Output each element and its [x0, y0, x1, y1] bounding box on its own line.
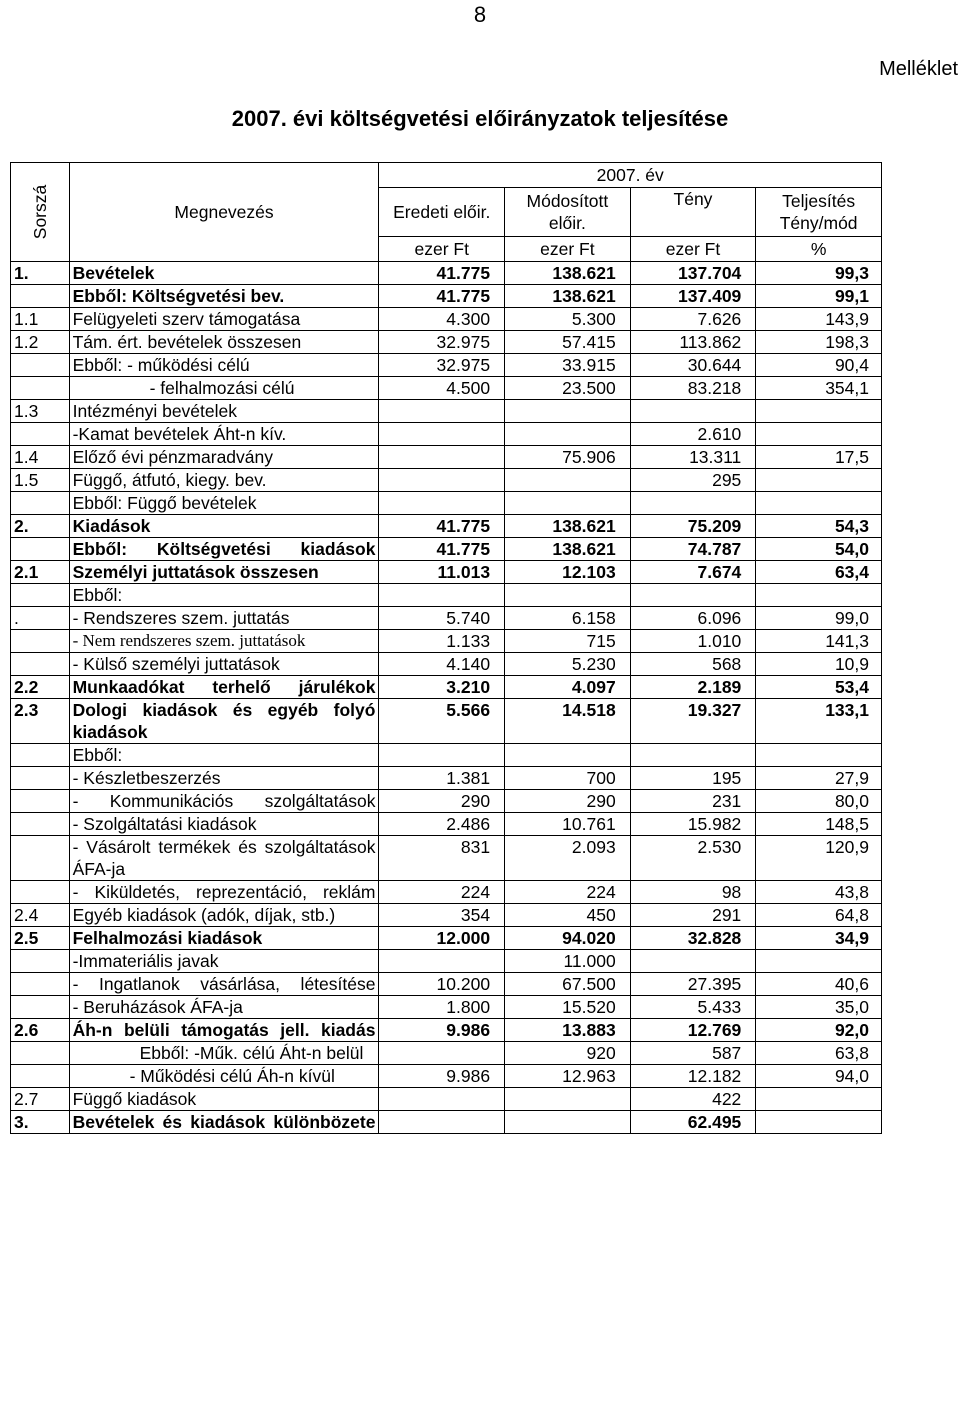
table-row: [11, 904, 882, 927]
row-name-cell: Bevételek: [69, 262, 379, 285]
row-modositott-cell: 224: [505, 881, 631, 904]
row-modositott-cell: 12.963: [505, 1065, 631, 1088]
row-eredeti-cell: 32.975: [379, 354, 505, 377]
table-row: [11, 1111, 882, 1134]
row-teljesites-cell: [756, 1088, 882, 1111]
row-name-cell: -Immateriális javak: [69, 950, 379, 973]
row-teny-cell: 27.395: [630, 973, 756, 996]
row-name-cell: Függő, átfutó, kiegy. bev.: [69, 469, 379, 492]
row-modositott-cell: 2.093: [505, 836, 631, 881]
row-number-cell: 1.1: [11, 308, 70, 331]
row-name-cell: Egyéb kiadások (adók, díjak, stb.): [69, 904, 379, 927]
header-row-year: [11, 163, 882, 188]
row-eredeti-cell: 1.381: [379, 767, 505, 790]
row-eredeti-cell: [379, 744, 505, 767]
row-modositott-cell: [505, 744, 631, 767]
row-number-cell: [11, 630, 70, 653]
row-eredeti-cell: 831: [379, 836, 505, 881]
table-row: [11, 744, 882, 767]
row-eredeti-cell: [379, 492, 505, 515]
row-teljesites-cell: 94,0: [756, 1065, 882, 1088]
row-teny-cell: 7.626: [630, 308, 756, 331]
row-number-cell: [11, 653, 70, 676]
row-teljesites-cell: 148,5: [756, 813, 882, 836]
row-modositott-cell: 715: [505, 630, 631, 653]
row-teljesites-cell: 198,3: [756, 331, 882, 354]
table-row: [11, 1042, 882, 1065]
row-teny-cell: 291: [630, 904, 756, 927]
row-name-cell: Ebből: - működési célú: [69, 354, 379, 377]
table-row: [11, 1065, 882, 1088]
row-modositott-cell: [505, 423, 631, 446]
table-row: [11, 354, 882, 377]
row-teny-cell: [630, 950, 756, 973]
row-eredeti-cell: 41.775: [379, 285, 505, 308]
row-teny-cell: 5.433: [630, 996, 756, 1019]
row-name-cell: Ebből:: [69, 744, 379, 767]
row-name-cell: Ebből: Költségvetési kiadások: [69, 538, 379, 561]
row-number-cell: [11, 767, 70, 790]
row-number-cell: 1.3: [11, 400, 70, 423]
row-teny-cell: [630, 400, 756, 423]
row-modositott-cell: [505, 400, 631, 423]
header-unit-pct: %: [756, 236, 882, 261]
row-eredeti-cell: 1.800: [379, 996, 505, 1019]
row-number-cell: [11, 881, 70, 904]
row-modositott-cell: 94.020: [505, 927, 631, 950]
row-name-cell: - felhalmozási célú: [69, 377, 379, 400]
row-eredeti-cell: [379, 584, 505, 607]
row-teljesites-cell: 54,0: [756, 538, 882, 561]
row-teljesites-cell: 63,4: [756, 561, 882, 584]
table-row: [11, 927, 882, 950]
row-modositott-cell: 10.761: [505, 813, 631, 836]
row-number-cell: [11, 973, 70, 996]
row-number-cell: 2.: [11, 515, 70, 538]
row-teny-cell: 195: [630, 767, 756, 790]
row-eredeti-cell: [379, 1088, 505, 1111]
row-teljesites-cell: 17,5: [756, 446, 882, 469]
table-row: [11, 767, 882, 790]
table-row: [11, 836, 882, 881]
row-name-cell: Ebből:: [69, 584, 379, 607]
row-teny-cell: 422: [630, 1088, 756, 1111]
table-row: [11, 996, 882, 1019]
row-teny-cell: [630, 492, 756, 515]
row-teny-cell: 15.982: [630, 813, 756, 836]
row-eredeti-cell: 5.740: [379, 607, 505, 630]
table-row: [11, 630, 882, 653]
row-teljesites-cell: [756, 492, 882, 515]
row-eredeti-cell: 32.975: [379, 331, 505, 354]
row-teny-cell: 83.218: [630, 377, 756, 400]
row-eredeti-cell: 4.300: [379, 308, 505, 331]
header-teljesites: Teljesítés Tény/mód: [756, 188, 882, 237]
row-teny-cell: 74.787: [630, 538, 756, 561]
header-unit-modositott: ezer Ft: [505, 236, 631, 261]
row-eredeti-cell: 224: [379, 881, 505, 904]
row-modositott-cell: [505, 492, 631, 515]
table-row: [11, 973, 882, 996]
row-number-cell: .: [11, 607, 70, 630]
row-name-cell: - Működési célú Áh-n kívül: [69, 1065, 379, 1088]
document-title: 2007. évi költségvetési előirányzatok teljesítése: [231, 106, 729, 131]
row-eredeti-cell: 1.133: [379, 630, 505, 653]
row-eredeti-cell: [379, 1042, 505, 1065]
table-row: [11, 950, 882, 973]
row-teny-cell: 62.495: [630, 1111, 756, 1134]
budget-table: [10, 162, 882, 1134]
row-modositott-cell: 700: [505, 767, 631, 790]
row-teljesites-cell: 120,9: [756, 836, 882, 881]
row-modositott-cell: 138.621: [505, 538, 631, 561]
row-teljesites-cell: 133,1: [756, 699, 882, 744]
row-teljesites-cell: [756, 469, 882, 492]
row-teny-cell: 137.409: [630, 285, 756, 308]
row-teljesites-cell: 141,3: [756, 630, 882, 653]
table-row: [11, 881, 882, 904]
row-teljesites-cell: [756, 400, 882, 423]
row-name-cell: - Nem rendszeres szem. juttatások: [69, 630, 379, 653]
table-row: [11, 607, 882, 630]
row-teljesites-cell: [756, 744, 882, 767]
row-name-cell: Személyi juttatások összesen: [69, 561, 379, 584]
row-name-cell: - Rendszeres szem. juttatás: [69, 607, 379, 630]
row-number-cell: [11, 790, 70, 813]
row-teny-cell: 98: [630, 881, 756, 904]
header-unit-teny: ezer Ft: [630, 236, 756, 261]
row-name-cell: - Vásárolt termékek és szolgáltatások ÁFA-ja: [69, 836, 379, 881]
table-row: [11, 400, 882, 423]
row-number-cell: [11, 950, 70, 973]
row-modositott-cell: 138.621: [505, 262, 631, 285]
row-name-cell: Áh-n belüli támogatás jell. kiadás: [69, 1019, 379, 1042]
row-name-cell: - Beruházások ÁFA-ja: [69, 996, 379, 1019]
row-name-cell: Ebből: Függő bevételek: [69, 492, 379, 515]
row-teny-cell: 30.644: [630, 354, 756, 377]
row-eredeti-cell: 4.140: [379, 653, 505, 676]
row-teny-cell: 32.828: [630, 927, 756, 950]
row-teljesites-cell: 64,8: [756, 904, 882, 927]
row-teljesites-cell: 80,0: [756, 790, 882, 813]
row-modositott-cell: 5.230: [505, 653, 631, 676]
row-number-cell: 2.2: [11, 676, 70, 699]
table-row: [11, 515, 882, 538]
row-number-cell: [11, 996, 70, 1019]
row-teljesites-cell: 10,9: [756, 653, 882, 676]
row-teny-cell: 1.010: [630, 630, 756, 653]
row-name-cell: Munkaadókat terhelő járulékok: [69, 676, 379, 699]
table-row: [11, 285, 882, 308]
row-number-cell: 1.5: [11, 469, 70, 492]
row-number-cell: 2.7: [11, 1088, 70, 1111]
row-teny-cell: 231: [630, 790, 756, 813]
row-eredeti-cell: 41.775: [379, 538, 505, 561]
row-teljesites-cell: 54,3: [756, 515, 882, 538]
table-row: [11, 423, 882, 446]
row-number-cell: [11, 1042, 70, 1065]
row-number-cell: [11, 836, 70, 881]
row-name-cell: Tám. ért. bevételek összesen: [69, 331, 379, 354]
table-row: [11, 308, 882, 331]
table-row: [11, 492, 882, 515]
table-row: [11, 561, 882, 584]
row-name-cell: Bevételek és kiadások különbözete: [69, 1111, 379, 1134]
row-number-cell: [11, 584, 70, 607]
row-teny-cell: 2.530: [630, 836, 756, 881]
row-teny-cell: 2.610: [630, 423, 756, 446]
row-name-cell: - Készletbeszerzés: [69, 767, 379, 790]
row-name-cell: Kiadások: [69, 515, 379, 538]
row-eredeti-cell: [379, 423, 505, 446]
row-teljesites-cell: 99,0: [756, 607, 882, 630]
row-eredeti-cell: [379, 400, 505, 423]
row-teny-cell: 137.704: [630, 262, 756, 285]
row-number-cell: 1.2: [11, 331, 70, 354]
row-modositott-cell: 4.097: [505, 676, 631, 699]
row-number-cell: [11, 744, 70, 767]
row-teny-cell: [630, 584, 756, 607]
row-modositott-cell: 15.520: [505, 996, 631, 1019]
row-teljesites-cell: 143,9: [756, 308, 882, 331]
row-teljesites-cell: 35,0: [756, 996, 882, 1019]
row-eredeti-cell: 11.013: [379, 561, 505, 584]
row-teny-cell: 13.311: [630, 446, 756, 469]
table-row: [11, 262, 882, 285]
row-number-cell: [11, 423, 70, 446]
row-teny-cell: 12.182: [630, 1065, 756, 1088]
row-number-cell: 2.6: [11, 1019, 70, 1042]
row-number-cell: [11, 377, 70, 400]
row-modositott-cell: 138.621: [505, 515, 631, 538]
row-modositott-cell: 450: [505, 904, 631, 927]
row-modositott-cell: [505, 469, 631, 492]
row-modositott-cell: 23.500: [505, 377, 631, 400]
row-modositott-cell: 5.300: [505, 308, 631, 331]
row-teny-cell: 6.096: [630, 607, 756, 630]
row-modositott-cell: [505, 1088, 631, 1111]
row-modositott-cell: 138.621: [505, 285, 631, 308]
row-number-cell: 2.3: [11, 699, 70, 744]
row-eredeti-cell: [379, 446, 505, 469]
row-teny-cell: 113.862: [630, 331, 756, 354]
row-teny-cell: 568: [630, 653, 756, 676]
row-teljesites-cell: 99,3: [756, 262, 882, 285]
row-number-cell: 2.1: [11, 561, 70, 584]
row-modositott-cell: 13.883: [505, 1019, 631, 1042]
row-name-cell: - Kommunikációs szolgáltatások: [69, 790, 379, 813]
table-row: [11, 1019, 882, 1042]
row-number-cell: [11, 538, 70, 561]
row-name-cell: Ebből: -Műk. célú Áht-n belül: [69, 1042, 379, 1065]
row-modositott-cell: 920: [505, 1042, 631, 1065]
row-modositott-cell: [505, 584, 631, 607]
row-teljesites-cell: 354,1: [756, 377, 882, 400]
header-year: 2007. év: [379, 163, 882, 188]
row-teljesites-cell: 34,9: [756, 927, 882, 950]
row-number-cell: [11, 354, 70, 377]
row-number-cell: 1.4: [11, 446, 70, 469]
row-teljesites-cell: 90,4: [756, 354, 882, 377]
table-row: [11, 584, 882, 607]
row-name-cell: - Ingatlanok vásárlása, létesítése: [69, 973, 379, 996]
header-eredeti: Eredeti előir.: [379, 188, 505, 237]
row-modositott-cell: [505, 1111, 631, 1134]
row-teljesites-cell: [756, 423, 882, 446]
row-modositott-cell: 12.103: [505, 561, 631, 584]
header-sorszam: Sorszá: [29, 184, 50, 240]
row-eredeti-cell: 9.986: [379, 1019, 505, 1042]
row-teny-cell: 12.769: [630, 1019, 756, 1042]
row-teny-cell: 7.674: [630, 561, 756, 584]
header-teny: Tény: [630, 188, 756, 237]
row-eredeti-cell: 41.775: [379, 515, 505, 538]
row-number-cell: [11, 813, 70, 836]
header-sorszam-cell: [11, 163, 70, 262]
table-row: [11, 331, 882, 354]
table-row: [11, 699, 882, 744]
row-eredeti-cell: 3.210: [379, 676, 505, 699]
table-row: [11, 377, 882, 400]
row-eredeti-cell: [379, 950, 505, 973]
annex-label: Melléklet: [879, 58, 958, 80]
row-teljesites-cell: [756, 1111, 882, 1134]
row-eredeti-cell: 12.000: [379, 927, 505, 950]
row-modositott-cell: 57.415: [505, 331, 631, 354]
row-number-cell: 3.: [11, 1111, 70, 1134]
row-modositott-cell: 67.500: [505, 973, 631, 996]
row-eredeti-cell: 290: [379, 790, 505, 813]
table-row: [11, 1088, 882, 1111]
row-eredeti-cell: 10.200: [379, 973, 505, 996]
row-teny-cell: 295: [630, 469, 756, 492]
row-teljesites-cell: [756, 584, 882, 607]
row-teljesites-cell: 63,8: [756, 1042, 882, 1065]
row-eredeti-cell: 4.500: [379, 377, 505, 400]
row-eredeti-cell: 9.986: [379, 1065, 505, 1088]
row-eredeti-cell: [379, 1111, 505, 1134]
row-number-cell: [11, 1065, 70, 1088]
row-teny-cell: 2.189: [630, 676, 756, 699]
row-teljesites-cell: 40,6: [756, 973, 882, 996]
row-modositott-cell: 290: [505, 790, 631, 813]
table-row: [11, 653, 882, 676]
row-number-cell: [11, 492, 70, 515]
row-name-cell: -Kamat bevételek Áht-n kív.: [69, 423, 379, 446]
row-name-cell: Intézményi bevételek: [69, 400, 379, 423]
row-number-cell: 2.4: [11, 904, 70, 927]
row-name-cell: Ebből: Költségvetési bev.: [69, 285, 379, 308]
row-name-cell: Felügyeleti szerv támogatása: [69, 308, 379, 331]
row-teljesites-cell: 27,9: [756, 767, 882, 790]
table-row: [11, 446, 882, 469]
row-modositott-cell: 11.000: [505, 950, 631, 973]
header-modositott: Módosított előir.: [505, 188, 631, 237]
row-teljesites-cell: [756, 950, 882, 973]
row-number-cell: 2.5: [11, 927, 70, 950]
row-eredeti-cell: [379, 469, 505, 492]
row-modositott-cell: 75.906: [505, 446, 631, 469]
row-number-cell: 1.: [11, 262, 70, 285]
table-row: [11, 790, 882, 813]
page-number: 8: [473, 2, 487, 27]
row-teljesites-cell: 92,0: [756, 1019, 882, 1042]
row-name-cell: - Kiküldetés, reprezentáció, reklám: [69, 881, 379, 904]
row-teljesites-cell: 43,8: [756, 881, 882, 904]
row-teny-cell: 587: [630, 1042, 756, 1065]
row-eredeti-cell: 41.775: [379, 262, 505, 285]
row-number-cell: [11, 285, 70, 308]
row-modositott-cell: 14.518: [505, 699, 631, 744]
row-name-cell: Felhalmozási kiadások: [69, 927, 379, 950]
row-teny-cell: 75.209: [630, 515, 756, 538]
header-megnevezes: Megnevezés: [69, 163, 379, 262]
row-name-cell: Előző évi pénzmaradvány: [69, 446, 379, 469]
row-name-cell: Függő kiadások: [69, 1088, 379, 1111]
row-teny-cell: [630, 744, 756, 767]
table-row: [11, 538, 882, 561]
row-modositott-cell: 6.158: [505, 607, 631, 630]
row-name-cell: - Szolgáltatási kiadások: [69, 813, 379, 836]
table-row: [11, 813, 882, 836]
row-name-cell: Dologi kiadások és egyéb folyó kiadások: [69, 699, 379, 744]
row-modositott-cell: 33.915: [505, 354, 631, 377]
row-teljesites-cell: 99,1: [756, 285, 882, 308]
row-eredeti-cell: 354: [379, 904, 505, 927]
row-eredeti-cell: 5.566: [379, 699, 505, 744]
row-eredeti-cell: 2.486: [379, 813, 505, 836]
row-teny-cell: 19.327: [630, 699, 756, 744]
row-name-cell: - Külső személyi juttatások: [69, 653, 379, 676]
header-unit-eredeti: ezer Ft: [379, 236, 505, 261]
row-teljesites-cell: 53,4: [756, 676, 882, 699]
table-row: [11, 469, 882, 492]
table-row: [11, 676, 882, 699]
